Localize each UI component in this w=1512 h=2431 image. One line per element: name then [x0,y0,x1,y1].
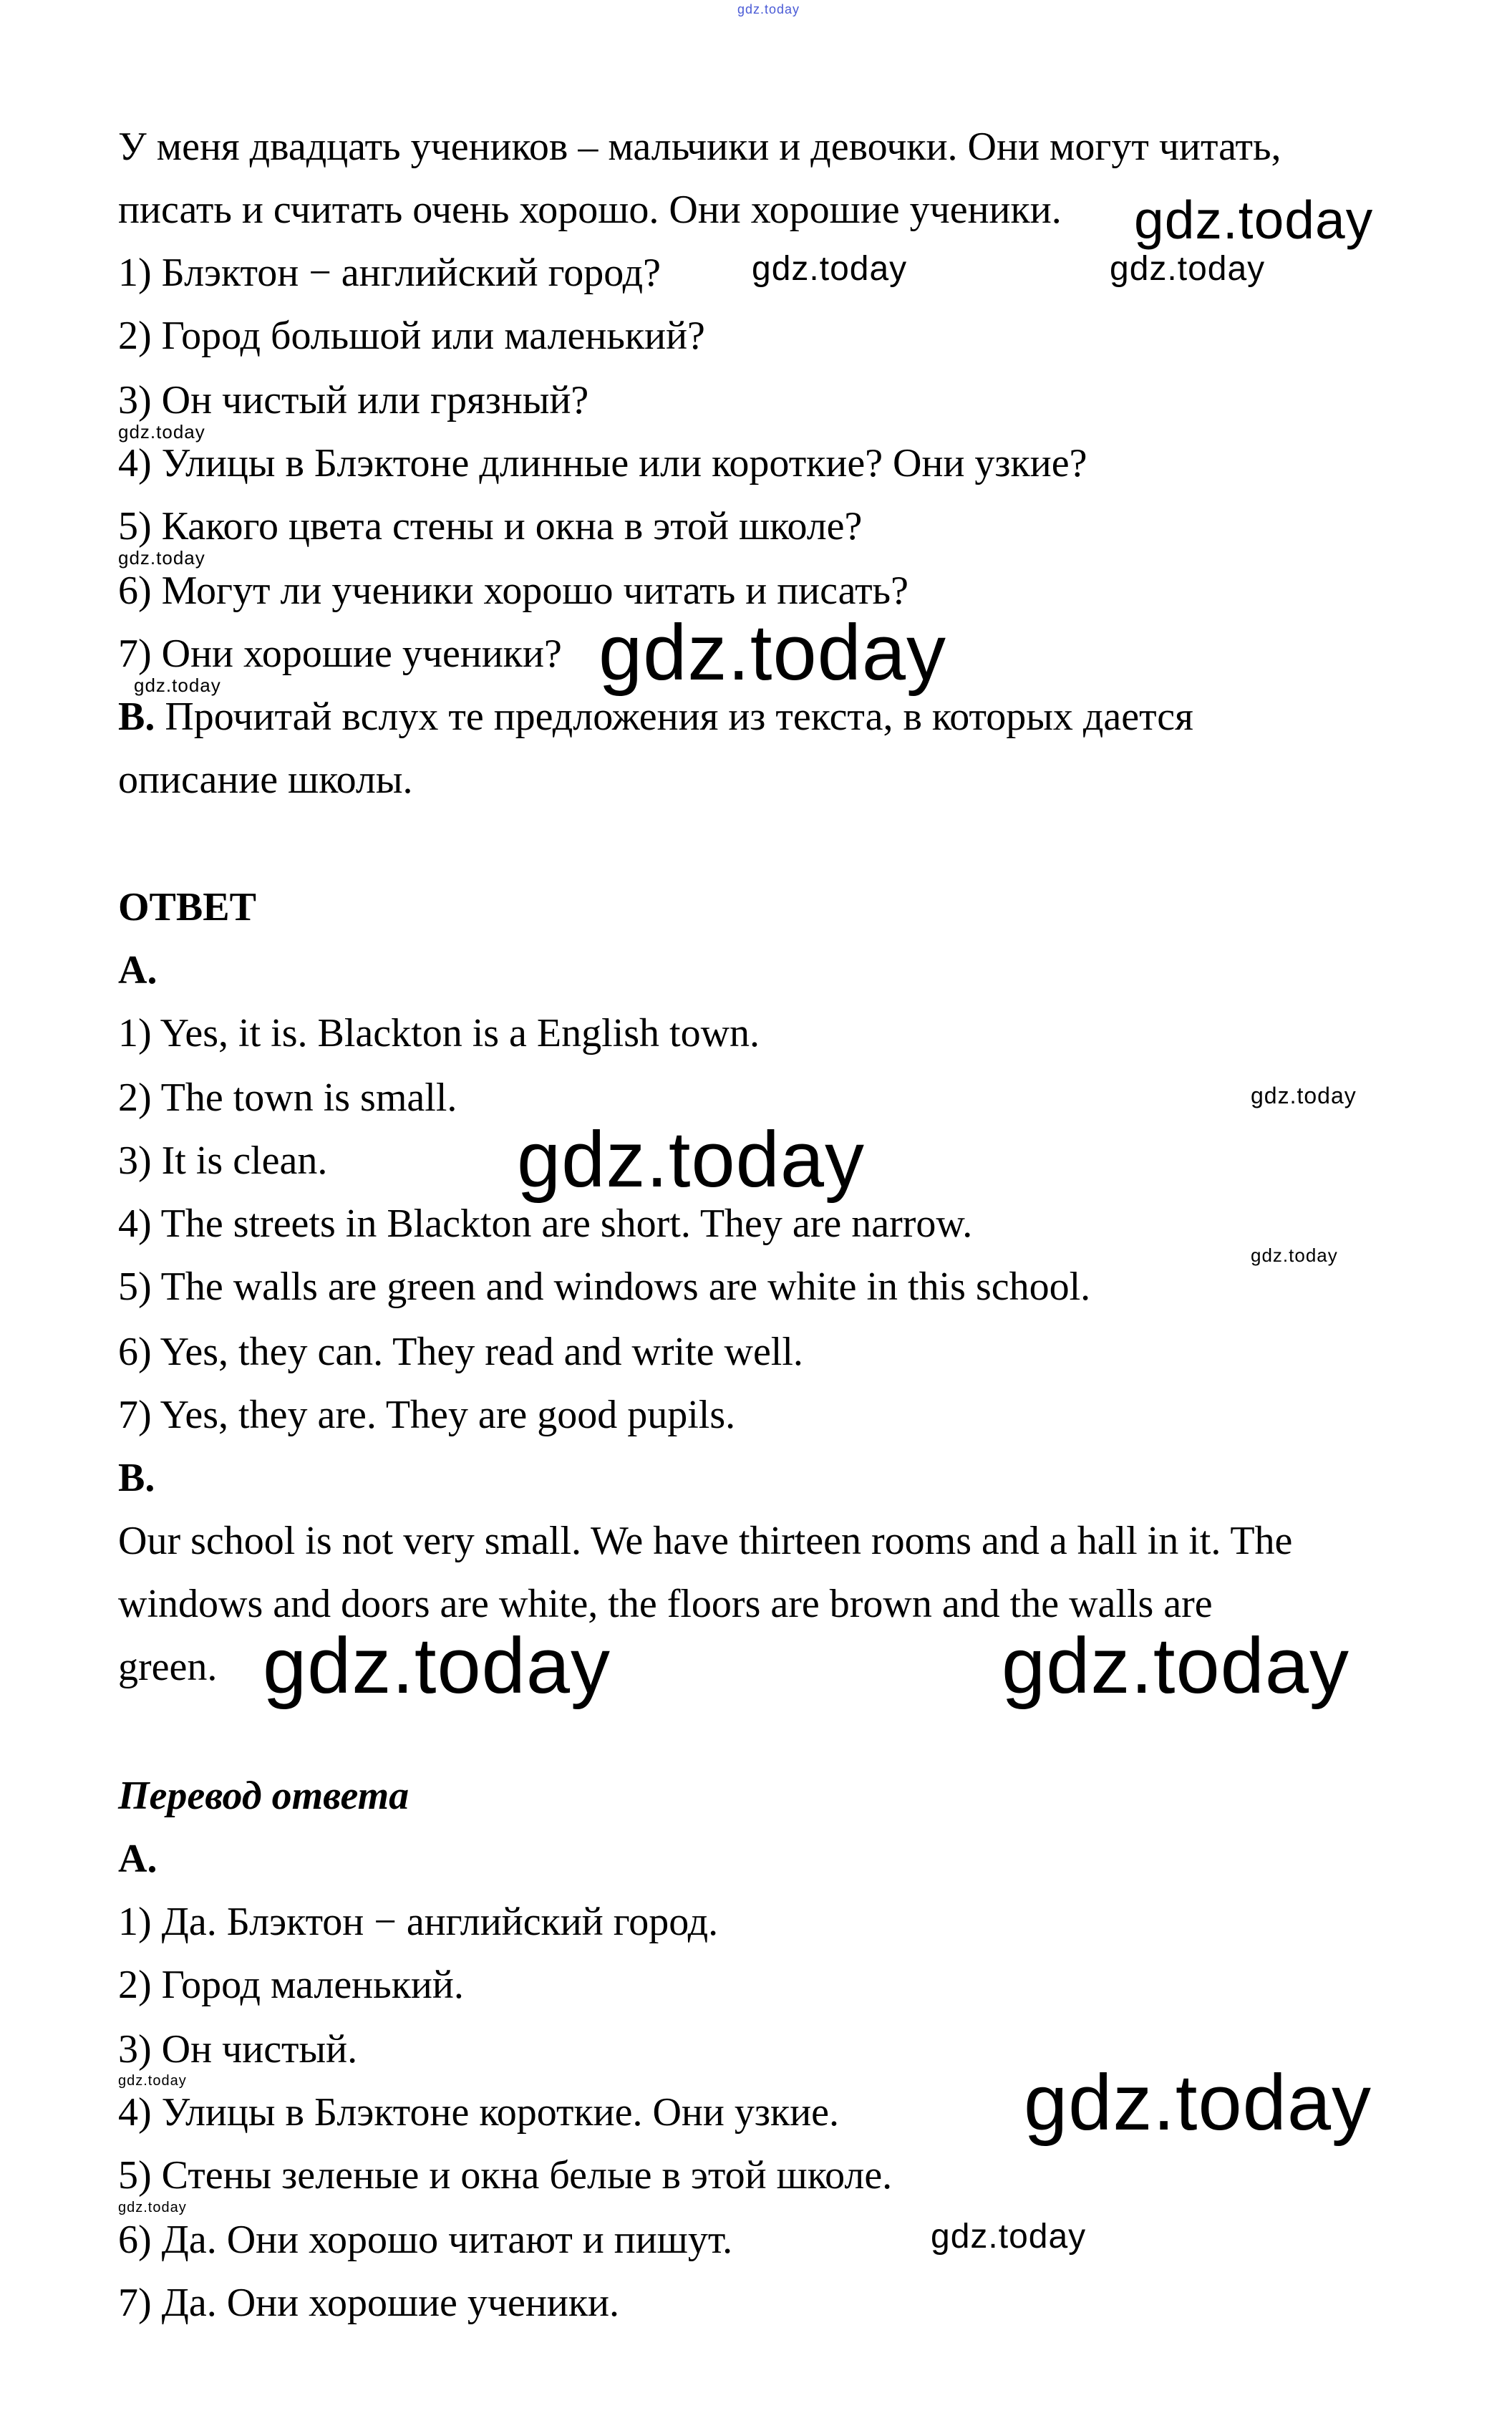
watermark: gdz.today [1251,1245,1338,1266]
answer-item: 7) Yes, they are. They are good pupils. [118,1393,736,1437]
watermark: gdz.today [118,2200,187,2215]
intro-line: писать и считать очень хорошо. Они хорошие ученики. [118,188,1062,232]
answer-item: 2) The town is small. [118,1076,457,1120]
watermark-top: gdz.today [737,2,800,16]
question: 7) Они хорошие ученики? [118,632,562,676]
watermark: gdz.today [752,250,908,288]
answer-a-label: A. [118,948,158,992]
watermark: gdz.today [1024,2059,1372,2147]
task-b-text: Прочитай вслух те предложения из текста, в которых дается [155,695,1193,739]
answer-b-line: green. [118,1645,218,1689]
answer-b-line: Our school is not very small. We have thirteen rooms and a hall in it. The [118,1519,1293,1563]
translation-item: 7) Да. Они хорошие ученики. [118,2281,620,2325]
answer-item: 6) Yes, they can. They read and write well. [118,1330,803,1374]
translation-item: 5) Стены зеленые и окна белые в этой школе. [118,2153,893,2198]
task-b-label: B. [118,695,155,739]
translation-item: 2) Город маленький. [118,1963,464,2007]
answer-item: 5) The walls are green and windows are white in this school. [118,1265,1091,1309]
task-b-line: описание школы. [118,758,413,802]
watermark: gdz.today [118,421,205,443]
watermark: gdz.today [118,547,205,569]
answer-b-line: windows and doors are white, the floors are brown and the walls are [118,1582,1213,1626]
question: 1) Блэктон − английский город? [118,251,661,295]
watermark: gdz.today [1110,250,1266,288]
answer-heading: ОТВЕТ [118,885,256,929]
watermark: gdz.today [1251,1083,1357,1108]
answer-item: 3) It is clean. [118,1139,328,1183]
watermark: gdz.today [263,1622,611,1710]
task-b-line [118,695,1193,738]
question: 4) Улицы в Блэктоне длинные или короткие? Они узкие? [118,441,1087,485]
question: 2) Город большой или маленький? [118,314,705,358]
watermark: gdz.today [931,2218,1087,2256]
question: 5) Какого цвета стены и окна в этой школе? [118,504,863,548]
translation-item: 1) Да. Блэктон − английский город. [118,1900,719,1944]
translation-a-label: A. [118,1837,158,1881]
question: 3) Он чистый или грязный? [118,378,589,422]
answer-b-label: B. [118,1456,155,1500]
watermark: gdz.today [598,609,947,697]
translation-item: 4) Улицы в Блэктоне короткие. Они узкие. [118,2090,840,2135]
translation-heading: Перевод ответа [118,1774,410,1818]
watermark: gdz.today [134,675,221,696]
translation-item: 3) Он чистый. [118,2027,358,2072]
watermark: gdz.today [1002,1622,1350,1710]
watermark: gdz.today [1134,190,1374,250]
answer-item: 1) Yes, it is. Blackton is a English town. [118,1011,760,1055]
intro-line: У меня двадцать учеников – мальчики и девочки. Они могут читать, [118,125,1281,169]
question: 6) Могут ли ученики хорошо читать и писать? [118,569,908,613]
translation-item: 6) Да. Они хорошо читают и пишут. [118,2218,733,2262]
answer-item: 4) The streets in Blackton are short. They are narrow. [118,1202,973,1246]
watermark: gdz.today [517,1116,866,1204]
watermark: gdz.today [118,2073,187,2089]
